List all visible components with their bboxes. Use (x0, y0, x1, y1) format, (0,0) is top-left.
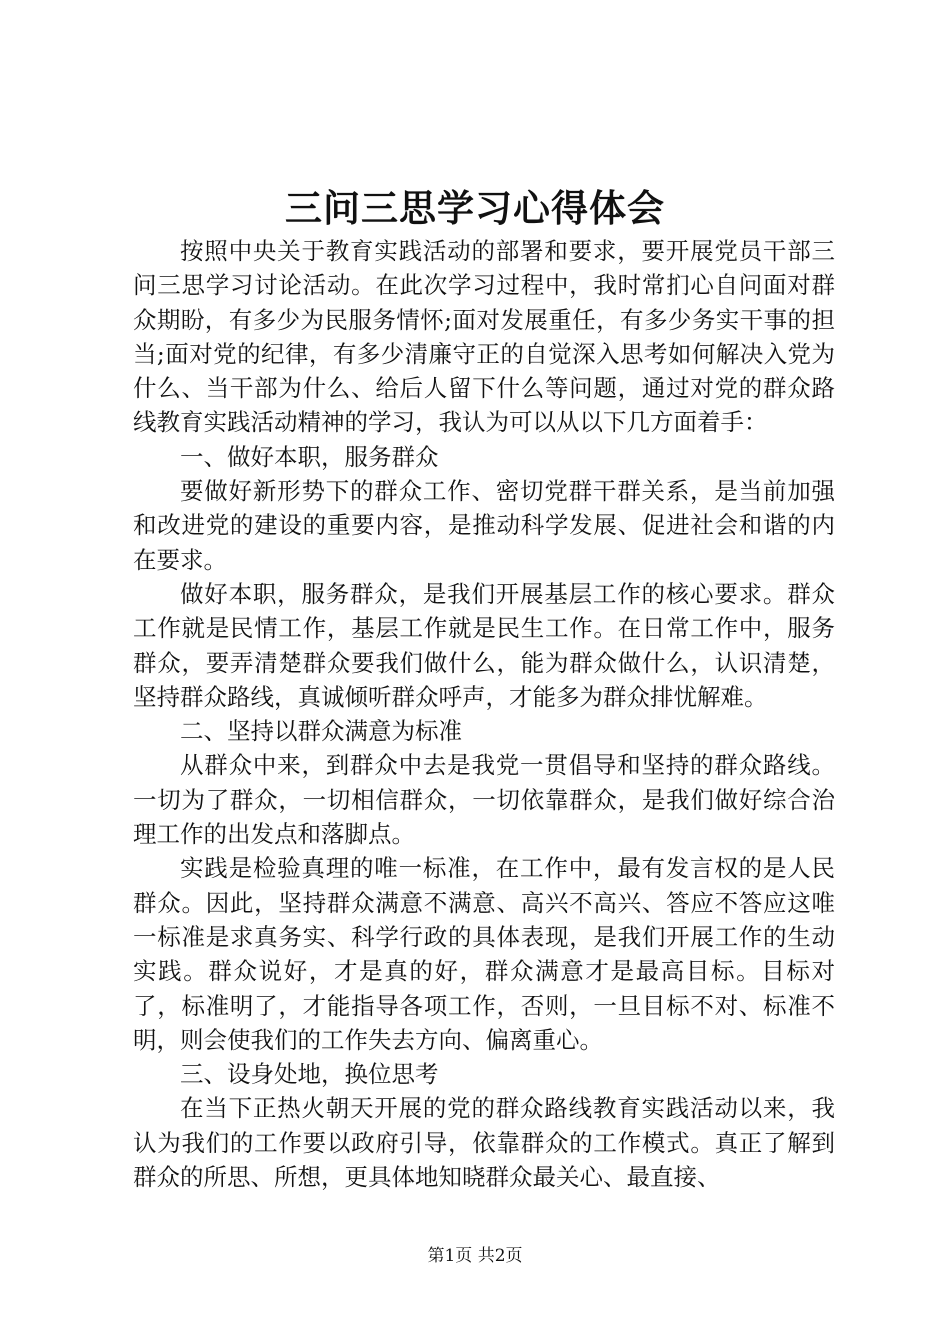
paragraph: 从群众中来，到群众中去是我党一贯倡导和坚持的群众路线。一切为了群众，一切相信群众，一切依靠群众，是我们做好综合治理工作的出发点和落脚点。 (133, 751, 835, 849)
paragraph: 实践是检验真理的唯一标准，在工作中，最有发言权的是人民群众。因此，坚持群众满意不满意、高兴不高兴、答应不答应这唯一标准是求真务实、科学行政的具体表现，是我们开展工作的生动实践。群众说好，才是真的好，群众满意才是最高目标。目标对了，标准明了，才能指导各项工作，否则，一旦目标不对、标准不明，则会使我们的工作失去方向、偏离重心。 (133, 854, 835, 1054)
paragraph: 做好本职，服务群众，是我们开展基层工作的核心要求。群众工作就是民情工作，基层工作就是民生工作。在日常工作中，服务群众，要弄清楚群众要我们做什么，能为群众做什么，认识清楚，坚持群众路线，真诚倾听群众呼声，才能多为群众排忧解难。 (133, 579, 835, 711)
paragraph: 要做好新形势下的群众工作、密切党群干群关系，是当前加强和改进党的建设的重要内容，是推动科学发展、促进社会和谐的内在要求。 (133, 477, 835, 574)
paragraph-intro: 按照中央关于教育实践活动的部署和要求，要开展党员干部三问三思学习讨论活动。在此次学习过程中，我时常扪心自问面对群众期盼，有多少为民服务情怀;面对发展重任，有多少务实干事的担当;面对党的纪律，有多少清廉守正的自觉深入思考如何解决入党为什么、当干部为什么、给后人留下什么等问题，通过对党的群众路线教育实践活动精神的学习，我认为可以从以下几方面着手： (133, 237, 835, 437)
section-heading-1: 一、做好本职，服务群众 (180, 442, 439, 471)
document-title: 三问三思学习心得体会 (285, 186, 665, 230)
page-footer: 第1页 共2页 (427, 1246, 523, 1266)
paragraph: 在当下正热火朝天开展的党的群众路线教育实践活动以来，我认为我们的工作要以政府引导，依靠群众的工作模式。真正了解到群众的所思、所想，更具体地知晓群众最关心、最直接、 (133, 1094, 835, 1192)
document-body (133, 234, 835, 1194)
section-heading-3: 三、设身处地，换位思考 (180, 1060, 439, 1089)
section-heading-2: 二、坚持以群众满意为标准 (180, 717, 462, 746)
